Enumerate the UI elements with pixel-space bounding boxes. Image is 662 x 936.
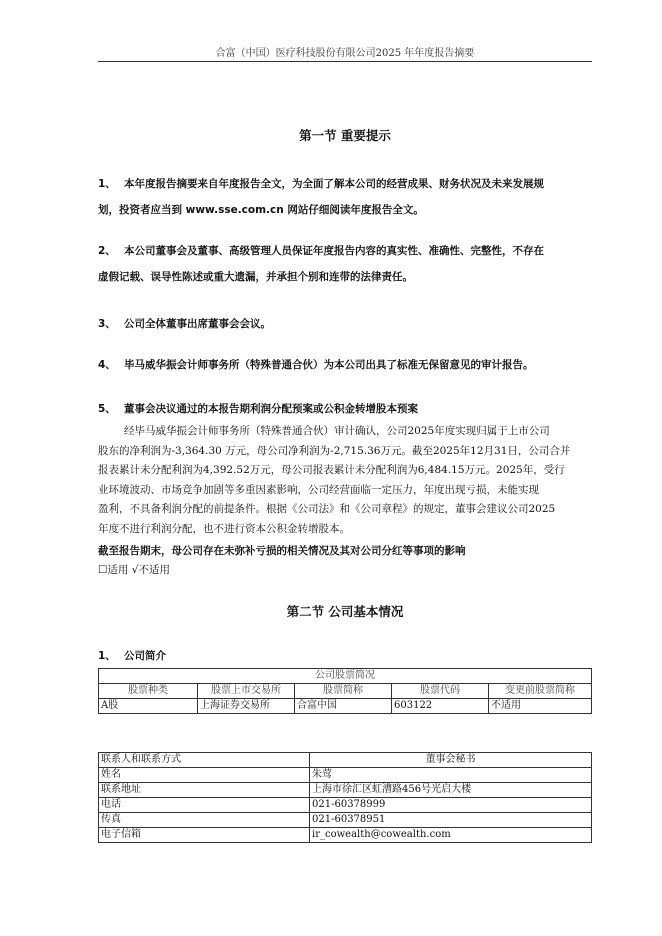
- contact-label-email: 电子信箱: [99, 828, 310, 843]
- contact-header-role: 董事会秘书: [310, 753, 592, 768]
- contact-label-name: 姓名: [99, 768, 310, 783]
- contact-value-phone: 021-60378999: [310, 798, 592, 813]
- stock-cell-exchange: 上海证券交易所: [198, 699, 295, 714]
- stock-table-caption: 公司股票简况: [99, 669, 592, 684]
- contact-info-table: [98, 752, 592, 843]
- contact-value-fax: 021-60378951: [310, 813, 592, 828]
- profit-paragraph-line1: 经毕马威华振会计师事务所（特殊普通合伙）审计确认，公司2025年度实现归属于上市公司: [124, 425, 550, 437]
- item2-line1: 本公司董事会及董事、高级管理人员保证年度报告内容的真实性、准确性、完整性，不存在: [124, 245, 544, 257]
- stock-info-table: [98, 668, 592, 714]
- item3-number: 3、: [98, 318, 116, 330]
- section2-title: 第二节 公司基本情况: [286, 604, 404, 619]
- uncovered-loss-heading: 截至报告期末，母公司存在未弥补亏损的相关情况及其对公司分红等事项的影响: [98, 545, 466, 557]
- profit-paragraph-line2: 股东的净利润为-3,364.30 万元，母公司净利润为-2,715.36万元。截至2025年12月31日，公司合并: [98, 445, 571, 457]
- stock-cell-short-name: 合富中国: [295, 699, 392, 714]
- stock-cell-code: 603122: [392, 699, 489, 714]
- table-row: [99, 783, 592, 798]
- item4-number: 4、: [98, 359, 116, 371]
- item3-text: 公司全体董事出席董事会会议。: [124, 318, 271, 330]
- page-header: 合富（中国）医疗科技股份有限公司2025 年年度报告摘要: [215, 48, 475, 59]
- contact-label-phone: 电话: [99, 798, 310, 813]
- profit-paragraph-line6: 年度不进行利润分配，也不进行资本公积金转增股本。: [98, 523, 350, 535]
- contact-value-name: 朱莺: [310, 768, 592, 783]
- applicability-options: ☐适用 √不适用: [98, 564, 170, 576]
- stock-header-previous-name: 变更前股票简称: [489, 684, 592, 699]
- profit-paragraph-line4: 业环境波动、市场竞争加剧等多重因素影响，公司经营面临一定压力，年度出现亏损，未能实现: [98, 484, 539, 496]
- table-row: [99, 768, 592, 783]
- table-row: [99, 798, 592, 813]
- stock-cell-type: A股: [99, 699, 198, 714]
- stock-header-type: 股票种类: [99, 684, 198, 699]
- contact-header-label: 联系人和联系方式: [99, 753, 310, 768]
- header-divider: [98, 61, 592, 62]
- contact-value-email: ir_cowealth@cowealth.com: [310, 828, 592, 843]
- sub1-number: 1、: [98, 650, 116, 662]
- profit-paragraph-line3: 报表累计未分配利润为4,392.52万元，母公司报表累计未分配利润为6,484.15万元。2025年，受行: [98, 464, 565, 476]
- item1-line1: 本年度报告摘要来自年度报告全文，为全面了解本公司的经营成果、财务状况及未来发展规: [124, 178, 544, 190]
- table-row: [99, 828, 592, 843]
- item1-number: 1、: [98, 178, 116, 190]
- profit-paragraph-line5: 盈利，不具备利润分配的前提条件。根据《公司法》和《公司章程》的规定，董事会建议公司2025: [98, 503, 556, 515]
- contact-label-fax: 传真: [99, 813, 310, 828]
- stock-cell-previous-name: 不适用: [489, 699, 592, 714]
- contact-value-address: 上海市徐汇区虹漕路456号光启大楼: [310, 783, 592, 798]
- item5-number: 5、: [98, 403, 116, 415]
- item1-line2: 划，投资者应当到 www.sse.com.cn 网站仔细阅读年度报告全文。: [98, 204, 424, 216]
- item2-number: 2、: [98, 245, 116, 257]
- stock-header-short-name: 股票简称: [295, 684, 392, 699]
- company-profile-heading: 公司简介: [124, 650, 166, 662]
- stock-header-exchange: 股票上市交易所: [198, 684, 295, 699]
- stock-header-code: 股票代码: [392, 684, 489, 699]
- contact-label-address: 联系地址: [99, 783, 310, 798]
- table-row: [99, 813, 592, 828]
- section1-title: 第一节 重要提示: [299, 128, 391, 143]
- item5-text: 董事会决议通过的本报告期利润分配预案或公积金转增股本预案: [124, 403, 418, 415]
- item2-line2: 虚假记载、误导性陈述或重大遗漏，并承担个别和连带的法律责任。: [98, 271, 413, 283]
- item4-text: 毕马威华振会计师事务所（特殊普通合伙）为本公司出具了标准无保留意见的审计报告。: [124, 359, 534, 371]
